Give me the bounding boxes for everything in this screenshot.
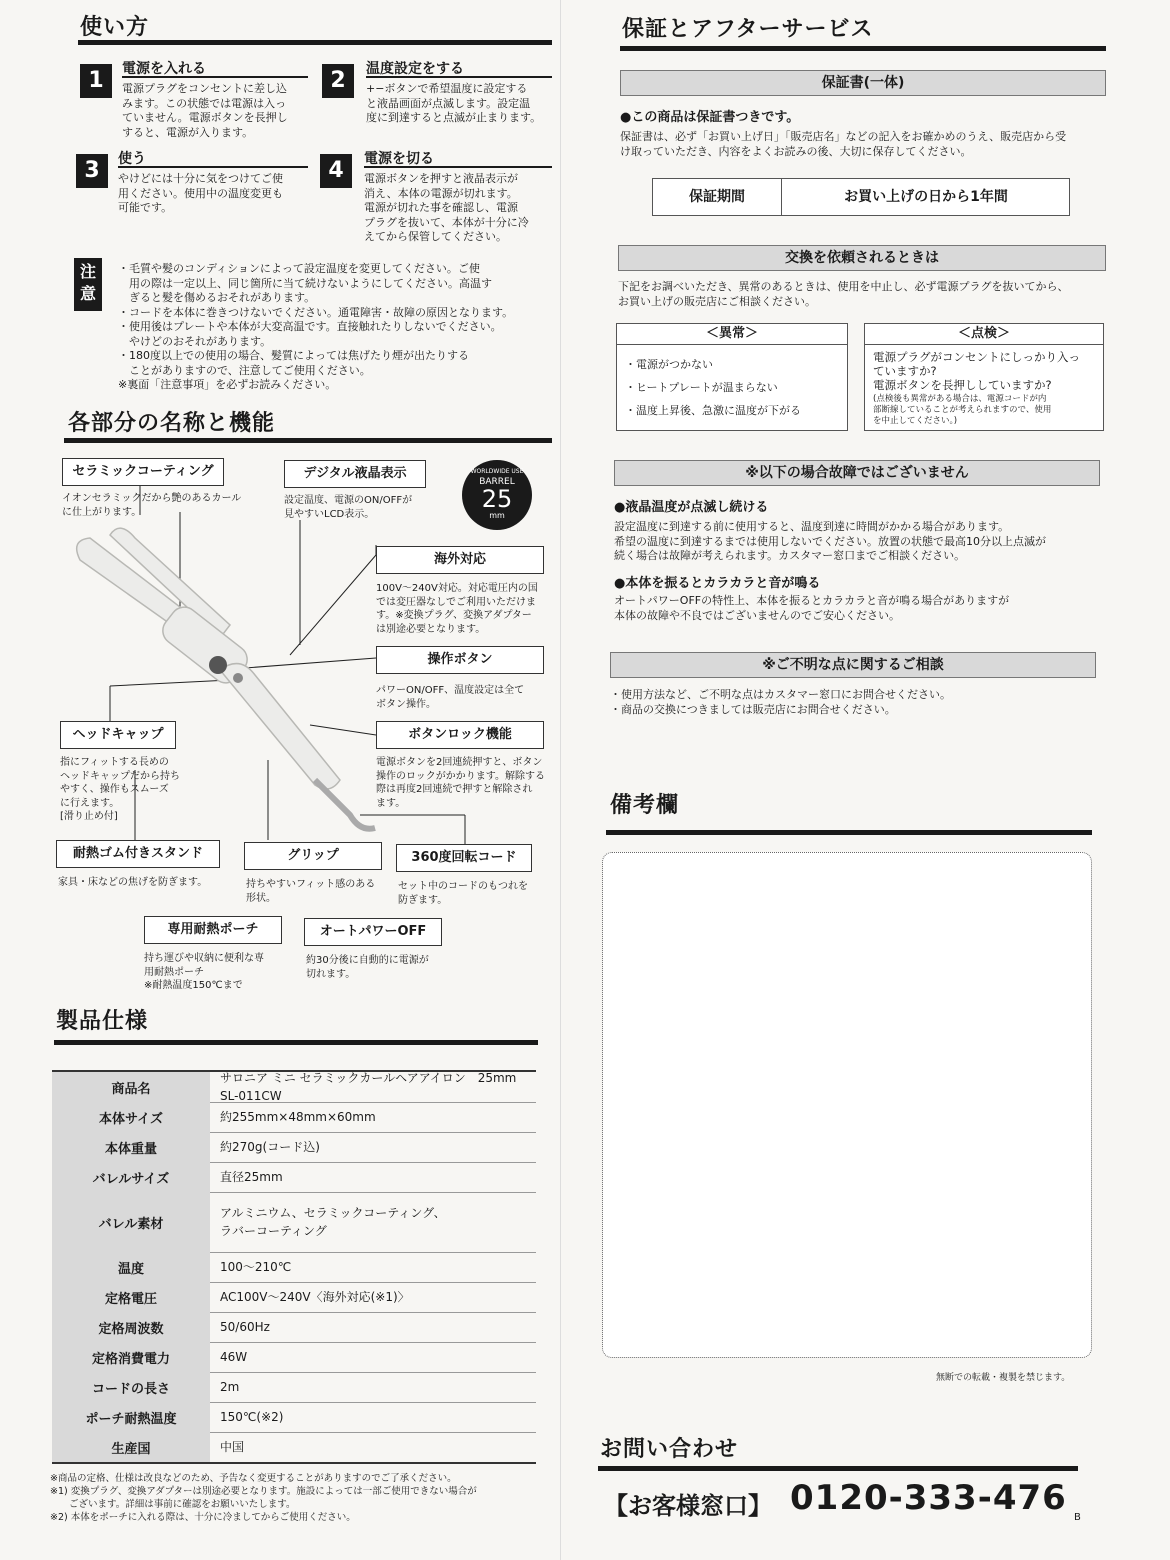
abnormal-item: ・温度上昇後、急激に温度が下がる xyxy=(625,404,801,417)
spec-row xyxy=(52,1432,536,1464)
badge-barrel: BARREL xyxy=(479,477,515,487)
desc-overseas: 100V〜240V対応。対応電圧内の国 では変圧器なしでご利用いただけま す。※変換プラグ、変換アダプター は別途必要となります。 xyxy=(376,583,538,635)
period-value: お買い上げの日から1年間 xyxy=(844,189,1008,205)
inquiry-text: ・使用方法など、ご不明な点はカスタマー窓口にお問合せください。 ・商品の交換につきましては販売店にお問合せください。 xyxy=(610,688,951,716)
exchange-bar: 交換を依頼されるときは xyxy=(618,245,1106,271)
desc-rotating-cord: セット中のコードのもつれを 防ぎます。 xyxy=(398,881,528,906)
spec-key: 定格周波数 xyxy=(52,1312,210,1342)
desc-control-buttons: パワーON/OFF、温度設定は全て ボタン操作。 xyxy=(376,685,525,710)
spec-value: 50/60Hz xyxy=(220,1320,270,1334)
notes-title: 備考欄 xyxy=(610,793,680,818)
not-failure-bar: ※以下の場合故障ではございません xyxy=(614,460,1100,486)
spec-row xyxy=(52,1192,536,1253)
spec-key: 定格消費電力 xyxy=(52,1342,210,1372)
badge-unit: mm xyxy=(489,511,505,520)
spec-row xyxy=(52,1342,536,1373)
desc-button-lock: 電源ボタンを2回連続押すと、ボタン 操作のロックがかかります。解除する 際は再度2回連続で押すと解除され ます。 xyxy=(376,757,545,809)
label-ceramic-coating: セラミックコーティング xyxy=(62,458,224,486)
caution-label: 注 意 xyxy=(74,258,102,311)
step-body: 電源プラグをコンセントに差し込 みます。この状態では電源は入っ ていません。電源ボタンを長押し すると、電源が入ります。 xyxy=(122,82,288,139)
spec-key: 商品名 xyxy=(52,1072,210,1102)
spec-key: ポーチ耐熱温度 xyxy=(52,1402,210,1432)
label-auto-power-off: オートパワーOFF xyxy=(304,918,442,946)
period-label: 保証期間 xyxy=(653,179,782,215)
copyright-note: 無断での転載・複製を禁じます。 xyxy=(936,1373,1071,1383)
notes-box[interactable] xyxy=(602,852,1092,1358)
spec-key: バレル素材 xyxy=(52,1192,210,1252)
usage-rule xyxy=(78,40,552,45)
warranty-rule xyxy=(620,46,1106,51)
spec-row xyxy=(52,1282,536,1313)
spec-value: 100〜210℃ xyxy=(220,1260,292,1274)
spec-value: アルミニウム、セラミックコーティング、 ラバーコーティング xyxy=(220,1206,446,1238)
desc-digital-lcd: 設定温度、電源のON/OFFが 見やすいLCD表示。 xyxy=(284,495,413,520)
spec-value: 直径25mm xyxy=(220,1170,283,1184)
exchange-text: 下記をお調べいただき、異常のあるときは、使用を中止し、必ず電源プラグを抜いてから、 お買い上げの販売店にご相談ください。 xyxy=(618,280,1069,308)
abnormal-item: ・ヒートプレートが温まらない xyxy=(625,381,778,394)
desc-head-cap: 指にフィットする長めの ヘッドキャップだから持ち やすく、操作もスムーズ に行えます。 [滑り止め付] xyxy=(60,757,180,822)
step-number: 4 xyxy=(320,154,352,188)
contact-title: お問い合わせ xyxy=(600,1437,739,1462)
label-grip: グリップ xyxy=(244,842,382,870)
spec-notes: ※商品の定格、仕様は改良などのため、予告なく変更することがありますのでご了承ください。 ※1) 変換プラグ、変換アダプターは別途必要となります。施設によっては一部ご使用できない場合が ございます。詳細は事前に確認をお願いいたします。 ※2) 本体をポーチに入れる際は、十分に冷ましてからご使用ください。 xyxy=(50,1473,477,1523)
spec-key: 温度 xyxy=(52,1252,210,1282)
spec-row xyxy=(52,1072,536,1103)
contact-rule xyxy=(598,1466,1078,1471)
spec-value: 約255mm×48mm×60mm xyxy=(220,1110,376,1124)
abnormal-box xyxy=(616,323,848,431)
spec-value: AC100V〜240V〈海外対応(※1)〉 xyxy=(220,1290,410,1304)
spec-row xyxy=(52,1252,536,1283)
spec-row xyxy=(52,1102,536,1133)
step-number: 3 xyxy=(76,154,108,188)
rattle-bullet: ●本体を振るとカラカラと音が鳴る xyxy=(614,576,821,591)
spec-key: コードの長さ xyxy=(52,1372,210,1402)
spec-value: 約270g(コード込) xyxy=(220,1140,320,1154)
spec-row xyxy=(52,1162,536,1193)
spec-key: 定格電圧 xyxy=(52,1282,210,1312)
label-head-cap: ヘッドキャップ xyxy=(60,721,176,749)
badge-size: 25 xyxy=(481,485,513,513)
notes-rule xyxy=(606,830,1092,835)
desc-ceramic-coating: イオンセラミックだから艶のあるカール に仕上がります。 xyxy=(62,493,242,518)
label-heat-pouch: 専用耐熱ポーチ xyxy=(144,916,282,944)
check-note: (点検後も異常がある場合は、電源コードが内 部断線していることが考えられますので、使用 を中止してください。) xyxy=(873,394,1052,426)
label-button-lock: ボタンロック機能 xyxy=(376,721,544,749)
spec-key: 本体重量 xyxy=(52,1132,210,1162)
desc-heat-pouch: 持ち運びや収納に便利な専 用耐熱ポーチ ※耐熱温度150℃まで xyxy=(144,953,264,991)
lcd-blink-bullet: ●液晶温度が点滅し続ける xyxy=(614,500,769,515)
abnormal-title: ＜異常＞ xyxy=(617,324,847,345)
abnormal-item: ・電源がつかない xyxy=(625,358,713,371)
spec-value: 150℃(※2) xyxy=(220,1410,284,1424)
spec-value: 中国 xyxy=(220,1440,245,1454)
label-digital-lcd: デジタル液晶表示 xyxy=(284,460,426,488)
badge-top: WORLDWIDE USE xyxy=(470,468,524,475)
contact-phone[interactable]: 0120-333-476 xyxy=(790,1478,1067,1518)
check-box xyxy=(864,323,1104,431)
warranty-period-box xyxy=(652,178,1070,216)
parts-title: 各部分の名称と機能 xyxy=(68,411,276,436)
warranty-text: 保証書は、必ず「お買い上げ日」「販売店名」などの記入をお確かめのうえ、販売店から受 け取っていただき、内容をよくお読みの後、大切に保存してください。 xyxy=(620,130,1067,158)
inquiry-bar: ※ご不明な点に関するご相談 xyxy=(610,652,1096,678)
specs-rule xyxy=(54,1040,538,1045)
label-heat-stand: 耐熱ゴム付きスタンド xyxy=(56,840,220,868)
label-rotating-cord: 360度回転コード xyxy=(396,844,532,872)
rattle-text: オートパワーOFFの特性上、本体を振るとカラカラと音が鳴る場合がありますが 本体の故障や不良ではございませんのでご安心ください。 xyxy=(614,594,1010,622)
step-title: 温度設定をする xyxy=(366,58,552,78)
usage-title: 使い方 xyxy=(80,15,150,40)
desc-grip: 持ちやすいフィット感のある 形状。 xyxy=(246,879,376,904)
warranty-title: 保証とアフターサービス xyxy=(622,17,874,42)
spec-value: サロニア ミニ セラミックカールヘアアイロン 25mm SL-011CW xyxy=(220,1071,517,1103)
spec-row xyxy=(52,1402,536,1433)
step-number: 2 xyxy=(322,64,354,98)
label-control-buttons: 操作ボタン xyxy=(376,646,544,674)
caution-text: ・毛質や髪のコンディションによって設定温度を変更してください。ご使 用の際は一定以上、同じ箇所に当て続けないようにしてください。高温す ぎると髪を傷めるおそれがあります。 ・コードを本体に巻きつけないでください。通電障害・故障の原因となります。 ・使用後はプレートや本体が大変高温です。直接触れたりしないでください。 やけどのおそれがあります。 ・180度以上での使用の場合、髪質によっては焦げたり煙が出たりする ことがありますので、注意してご使用ください。 ※裏面「注意事項」を必ずお読みください。 xyxy=(118,262,514,391)
spec-value: 46W xyxy=(220,1350,248,1364)
specs-title: 製品仕様 xyxy=(56,1009,149,1034)
barrel-badge xyxy=(462,460,532,530)
step-body: +−ボタンで希望温度に設定する と液晶画面が点滅します。設定温 度に到達すると点滅が止まります。 xyxy=(366,82,542,124)
spec-key: バレルサイズ xyxy=(52,1162,210,1192)
step-body: 電源ボタンを押すと液晶表示が 消え、本体の電源が切れます。 電源が切れた事を確認し、電源 プラグを抜いて、本体が十分に冷 えてから保管してください。 xyxy=(364,172,529,243)
check-title: ＜点検＞ xyxy=(865,324,1103,345)
step-title: 電源を入れる xyxy=(122,58,308,78)
warranty-card-bar: 保証書(一体) xyxy=(620,70,1106,96)
step-title: 使う xyxy=(118,148,308,168)
page-mark: B xyxy=(1074,1512,1081,1523)
step-number: 1 xyxy=(80,64,112,98)
lcd-blink-text: 設定温度に到達する前に使用すると、温度到達に時間がかかる場合があります。 希望の温度に到達するまでは使用しないでください。放置の状態で最高10分以上点滅が 続く場合は故障が考えられます。カスタマー窓口までご相談ください。 xyxy=(614,520,1046,562)
spec-row xyxy=(52,1132,536,1163)
spec-key: 生産国 xyxy=(52,1432,210,1462)
spec-row xyxy=(52,1372,536,1403)
page-fold xyxy=(560,0,561,1560)
warranty-bullet: ●この商品は保証書つきです。 xyxy=(620,110,800,125)
step-body: やけどには十分に気をつけてご使 用ください。使用中の温度変更も 可能です。 xyxy=(118,172,283,214)
desc-auto-power-off: 約30分後に自動的に電源が 切れます。 xyxy=(306,955,429,980)
step-title: 電源を切る xyxy=(364,148,552,168)
label-overseas: 海外対応 xyxy=(376,546,544,574)
spec-value: 2m xyxy=(220,1380,240,1394)
spec-row xyxy=(52,1312,536,1343)
spec-key: 本体サイズ xyxy=(52,1102,210,1132)
desc-heat-stand: 家具・床などの焦げを防ぎます。 xyxy=(58,877,208,888)
contact-label: 【お客様窓口】 xyxy=(604,1492,772,1520)
check-text: 電源プラグがコンセントにしっかり入っ ていますか? 電源ボタンを長押ししていますか? xyxy=(873,350,1080,392)
